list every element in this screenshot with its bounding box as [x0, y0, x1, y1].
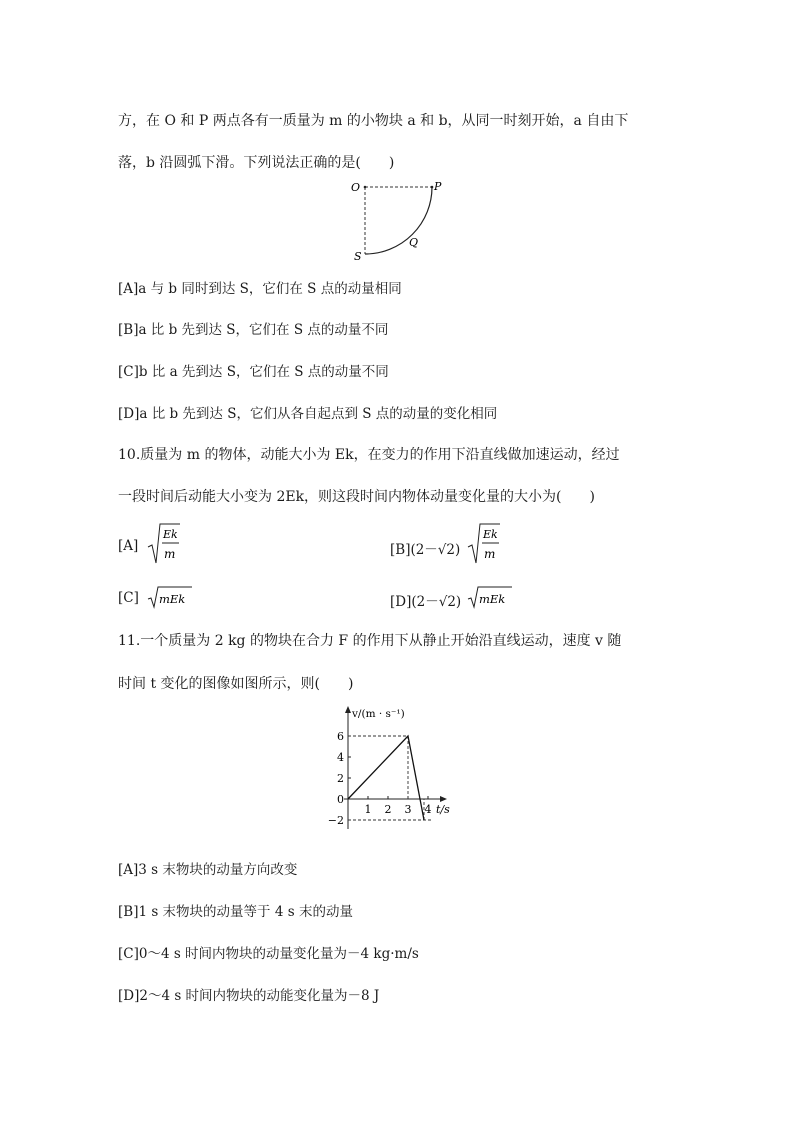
x-tick-label: 3 — [404, 803, 412, 816]
y-tick-label: 4 — [337, 751, 344, 764]
q10-stem-line2: 一段时间后动能大小变为 2Ek，则这段时间内物体动量变化量的大小为( ) — [118, 489, 595, 505]
y-axis-arrow — [345, 706, 351, 713]
y-axis-label: v/(m · s⁻¹) — [352, 708, 405, 720]
q10-option-a-formula — [146, 521, 182, 567]
y-tick-label: 6 — [337, 730, 344, 743]
q9-stem-line1: 方，在 O 和 P 两点各有一质量为 m 的小物块 a 和 b，从同一时刻开始，a 自由下 — [118, 113, 629, 129]
q9-option-b: [B]a 比 b 先到达 S，它们在 S 点的动量不同 — [118, 322, 389, 338]
label-Q: Q — [409, 236, 419, 249]
label-P: P — [434, 180, 442, 193]
y-tick-label: −2 — [327, 814, 344, 827]
q10-option-c-formula — [146, 585, 194, 609]
q9-option-d: [D]a 比 b 先到达 S，它们从各自起点到 S 点的动量的变化相同 — [118, 406, 498, 422]
x-axis-arrow — [440, 796, 447, 802]
q11-stem-line1: 11.一个质量为 2 kg 的物块在合力 F 的作用下从静止开始沿直线运动，速度 v 随 — [118, 633, 622, 649]
q10-stem-line1: 10.质量为 m 的物体，动能大小为 Ek，在变力的作用下沿直线做加速运动，经过 — [118, 447, 620, 463]
q11-option-d: [D]2～4 s 时间内物块的动能变化量为－8 J — [118, 988, 380, 1004]
q10-option-d-expr: mEk — [479, 592, 506, 606]
q10-option-c-expr: mEk — [159, 592, 186, 606]
q10-option-b-den: m — [484, 547, 496, 561]
label-S: S — [354, 250, 362, 263]
q10-option-a-num: Ek — [163, 528, 178, 541]
q10-option-b-formula — [466, 521, 502, 567]
q10-option-a-label: [A] — [118, 538, 139, 554]
q9-stem-line2: 落，b 沿圆弧下滑。下列说法正确的是( ) — [118, 155, 395, 171]
q10-option-d-formula — [466, 585, 514, 609]
q11-stem-line2: 时间 t 变化的图像如图所示，则( ) — [118, 676, 354, 692]
q10-option-a-den: m — [164, 547, 176, 561]
v-t-graph — [320, 703, 480, 833]
q9-option-c: [C]b 比 a 先到达 S，它们在 S 点的动量不同 — [118, 364, 389, 380]
q10-option-b-label: [B](2－√2) — [390, 542, 461, 558]
q9-option-a: [A]a 与 b 同时到达 S，它们在 S 点的动量相同 — [118, 281, 402, 297]
q10-option-d-label: [D](2－√2) — [390, 594, 462, 610]
q11-option-a: [A]3 s 末物块的动量方向改变 — [118, 862, 298, 878]
x-tick-label: 2 — [384, 803, 392, 816]
y-tick-label: 0 — [337, 793, 344, 806]
x-tick-label: 4 — [424, 803, 432, 816]
quarter-circle-diagram — [350, 178, 440, 262]
q11-option-c: [C]0～4 s 时间内物块的动量变化量为－4 kg·m/s — [118, 946, 419, 962]
y-tick-label: 2 — [337, 772, 344, 785]
q10-option-c-label: [C] — [118, 590, 139, 606]
x-axis-label: t/s — [436, 803, 450, 816]
x-tick-label: 1 — [364, 803, 372, 816]
label-O: O — [351, 181, 361, 194]
q10-option-b-num: Ek — [483, 528, 498, 541]
q11-option-b: [B]1 s 末物块的动量等于 4 s 末的动量 — [118, 904, 353, 920]
